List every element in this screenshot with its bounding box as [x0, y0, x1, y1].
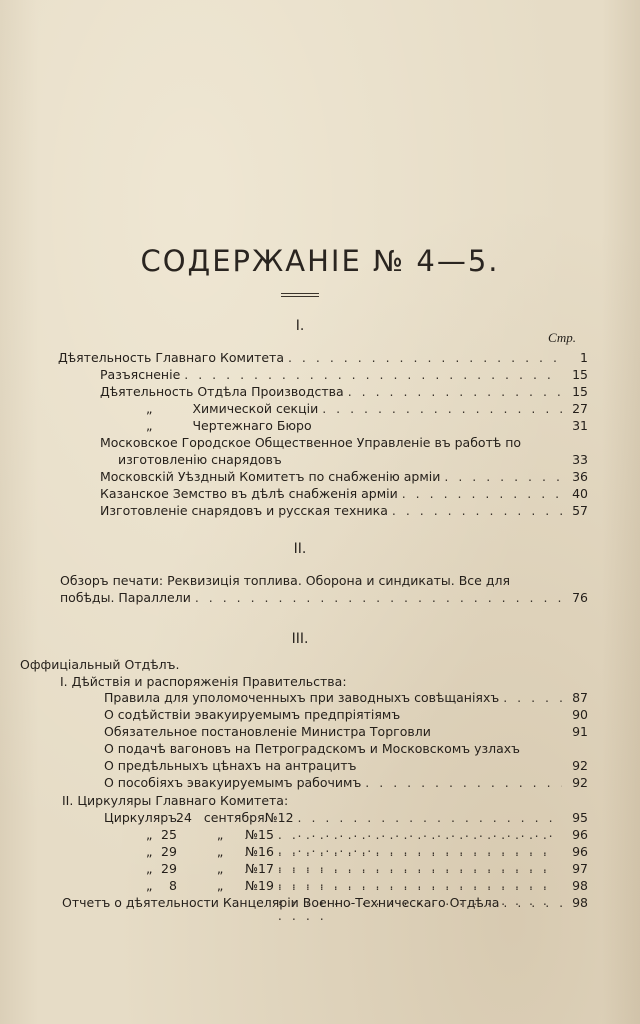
section-heading-1: I. — [295, 318, 305, 334]
toc-entry: Дѣятельность Главнаго Комитета . . . 1 — [58, 350, 588, 367]
toc-entry: Изготовленіе снарядовъ и русская техника . . . 57 — [100, 503, 588, 520]
circular-entry: Циркуляръ 24 сентября № 12 . . . 95 — [104, 810, 588, 827]
subsection-heading: II. Циркуляры Главнаго Комитета: — [62, 793, 289, 808]
toc-entry: О подачѣ вагоновъ на Петроградскомъ и Московскомъ узлахъ — [104, 741, 520, 756]
toc-entry: Разъясненіе . . . 15 — [100, 367, 588, 384]
circular-entry: „ 29 „ № 17 . . . 97 — [104, 861, 588, 878]
toc-entry: Правила для уполомоченныхъ при заводныхъ совѣщаніяхъ . . . 87 — [104, 690, 588, 707]
circular-entry: „ 29 „ № 16 . . . 96 — [104, 844, 588, 861]
toc-entry: „ Химической секціи . . . 27 — [146, 401, 588, 418]
circular-entry: „ 8 „ № 19 . . . 98 — [104, 878, 588, 895]
official-section-heading: Оффиціальный Отдѣлъ. — [20, 657, 180, 672]
title-rule — [281, 293, 319, 297]
subsection-heading: I. Дѣйствія и распоряженія Правительства: — [60, 674, 347, 689]
toc-entry: Обязательное постановленіе Министра Торговли 91 — [104, 724, 588, 739]
toc-entry: Отчетъ о дѣятельности Канцеляріи Военно-Техническаго Отдѣла . . . 98 — [62, 895, 588, 912]
page-column-label: Стр. — [548, 330, 576, 345]
toc-entry: Обзоръ печати: Реквизиція топлива. Оборона и синдикаты. Все для — [60, 573, 510, 588]
section-heading-3: III. — [291, 631, 309, 647]
toc-entry: Дѣятельность Отдѣла Производства . . . 15 — [100, 384, 588, 401]
toc-entry: „ Чертежнаго Бюро 31 — [146, 418, 588, 433]
toc-entry: изготовленію снарядовъ 33 — [118, 452, 588, 467]
toc-entry: О содѣйствіи эвакуируемымъ предпріятіямъ 90 — [104, 707, 588, 722]
toc-entry: Московскій Уѣздный Комитетъ по снабженію арміи . . . 36 — [100, 469, 588, 486]
toc-entry: О предѣльныхъ цѣнахъ на антрацитъ 92 — [104, 758, 588, 773]
section-heading-2: II. — [293, 541, 307, 557]
toc-entry: Казанское Земство въ дѣлѣ снабженія арміи . . . 40 — [100, 486, 588, 503]
toc-entry: побѣды. Параллели . . . 76 — [60, 590, 588, 607]
ditto-mark: „ — [146, 401, 153, 416]
page-title: СОДЕРЖАНІЕ № 4—5. — [140, 244, 500, 278]
toc-entry: Московское Городское Общественное Управленіе въ работѣ по — [100, 435, 522, 450]
circular-entry: „ 25 „ № 15 . . . 96 — [104, 827, 588, 844]
toc-entry: О пособіяхъ эвакуируемымъ рабочимъ . . . 92 — [104, 775, 588, 792]
ditto-mark: „ — [146, 418, 153, 433]
